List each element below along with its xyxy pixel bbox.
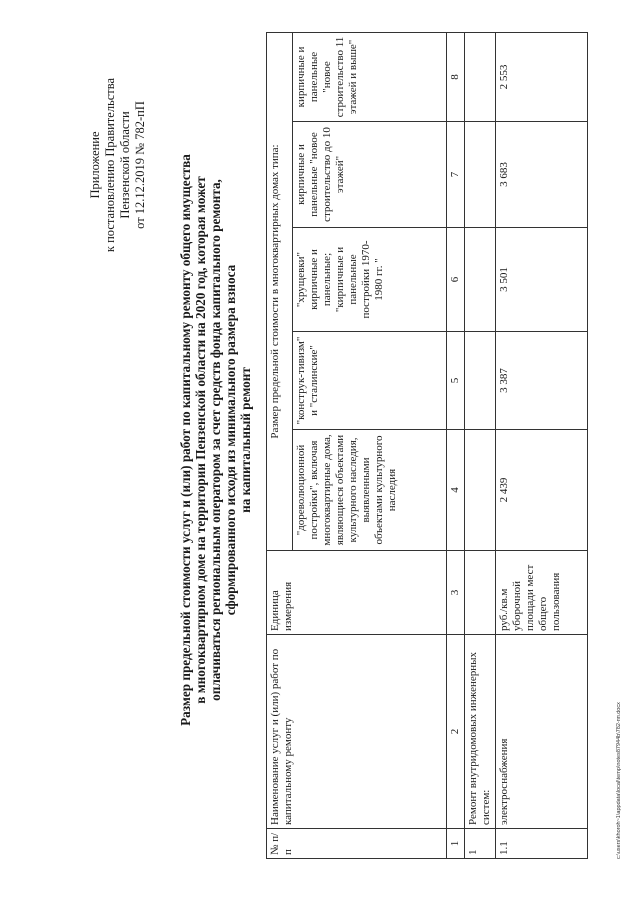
value-type-5: 3 387 [496,332,588,430]
col-number: 8 [447,32,465,121]
header-type-7: кирпичные и панельные "новое строительство до 10 этажей" [293,122,447,228]
value-type-6: 3 501 [496,228,588,332]
appendix-resolution: к постановлению Правительства [103,77,117,253]
col-number: 5 [447,332,465,430]
header-num: № п/п [267,829,447,859]
column-number-row [447,32,465,858]
header-group: Размер предельной стоимости в многоквартирных домах типа: [267,32,293,550]
appendix-region: Пензенской области [118,111,132,219]
title-line-1: Размер предельной стоимости услуг и (или) работ по капитальному ремонту общего имущества [178,154,193,726]
cost-table [266,32,588,859]
value-type-8: 2 553 [496,32,588,121]
header-type-5: "конструк-тивизм" и "сталинские" [293,332,447,430]
col-number: 2 [447,635,465,829]
table-row [496,32,588,858]
row-name: Ремонт внутридомовых инженерных систем: [465,635,496,829]
col-number: 1 [447,829,465,859]
row-num: 1 [465,829,496,859]
header-type-4: "дореволюционной постройки", включая многоквартирные дома, являющиеся объектами культурного наследия, выявленными объектами культурного наследия [293,430,447,551]
title-line-3: оплачиваться региональным оператором за счет средств фонда капитального ремонта, [208,179,223,701]
row-num: 1.1 [496,829,588,859]
header-type-8: кирпичные и панельные "новое строительство 11 этажей и выше" [293,32,447,121]
col-number: 4 [447,430,465,551]
header-type-6: "хрущевки" кирпичные и панельные; "кирпичные и панельные постройки 1970-1980 гг. " [293,228,447,332]
appendix-label: Приложение [88,131,102,199]
header-unit: Единица измерения [267,551,447,635]
title-line-5: на капитальный ремонт [238,367,253,513]
title-line-4: сформированного исходя из минимального размера взноса [223,264,238,616]
document-title [178,135,253,745]
row-name: электроснабжения [496,635,588,829]
row-unit: руб./кв.м уборочной площади мест общего пользования [496,551,588,635]
col-number: 3 [447,551,465,635]
table-header-row [267,32,293,858]
value-type-4: 2 439 [496,430,588,551]
header-name: Наименование услуг и (или) работ по капитальному ремонту [267,635,447,829]
file-path-footer: c:\users\khoroh~1\appdata\local\temp\notes87944b\782-пп.docx [616,702,622,859]
table-row [465,32,496,858]
value-type-7: 3 683 [496,122,588,228]
appendix-date: от 12.12.2019 № 782-пП [133,101,147,229]
col-number: 6 [447,228,465,332]
title-line-2: в многоквартирном доме на территории Пензенской области на 2020 год, которая может [193,176,208,704]
appendix-block [88,65,148,265]
col-number: 7 [447,122,465,228]
